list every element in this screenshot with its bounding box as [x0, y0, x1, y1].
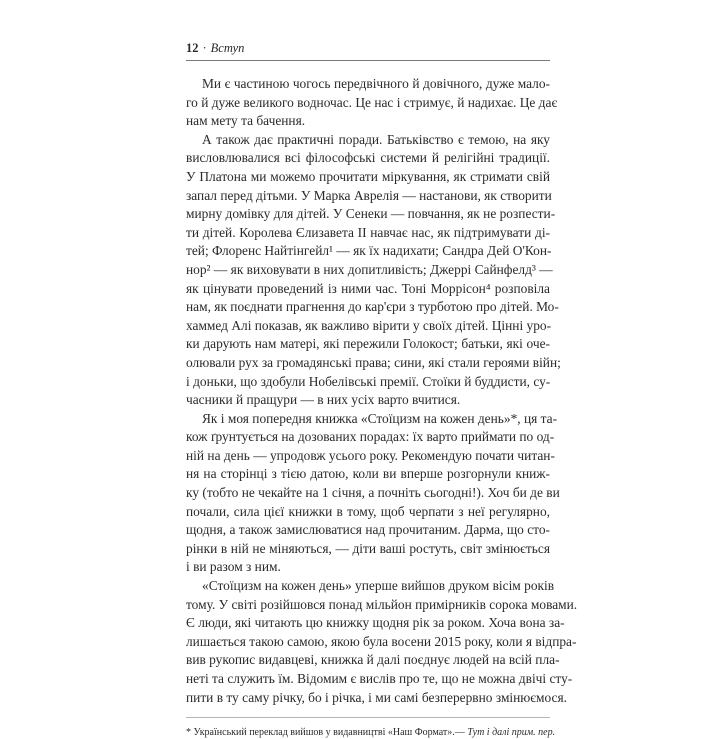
text-line: нам мету та бачення.: [186, 113, 306, 129]
text-line: ти дітей. Королева Єлизавета II навчає нас, як підтримувати ді-: [186, 224, 550, 240]
text-line: висловлювалися всі філософські системи й релігійні традиції.: [186, 150, 550, 166]
text-line: го й дуже великого водночас. Це нас і стримує, й надихає. Це дає: [186, 94, 558, 110]
text-line: Є люди, які читають цю книжку щодня рік за роком. Хоча вона за-: [186, 615, 565, 631]
text-line: олювали рух за громадянські права; сини, які стали героями війн;: [186, 354, 561, 370]
text-line: Як і моя попередня книжка «Стоїцизм на кожен день»*, ця та-: [202, 410, 558, 426]
text-line: хаммед Алі показав, як важливо вірити у своїх дітей. Цінні уро-: [186, 317, 552, 333]
text-line: лишається такою самою, якою була восени 2015 року, коли я відпра-: [186, 633, 577, 649]
section-title: Вступ: [210, 41, 245, 55]
footnote-translator-note: Тут і далі прим. пер.: [467, 727, 556, 739]
text-line: запал перед дітьми. У Марка Аврелія — настанови, як створити: [186, 187, 552, 203]
text-line: неті та служить їм. Відомим є вислів про те, що не можна двічі сту-: [186, 671, 573, 686]
text-line: нор² — як виховувати в них допитливість; Джеррі Сайнфелд³ —: [186, 261, 553, 277]
text-line: пити в ту саму річку, бо і річка, і ми самі безперервно змінюємося.: [186, 689, 568, 705]
text-line: нам, як поєднати прагнення до кар'єри з турботою про дітей. Мо-: [186, 299, 559, 315]
paragraph: [186, 577, 578, 707]
text-line: тому. У світі розійшовся понад мільйон примірників сорока мовами.: [186, 596, 578, 612]
text-line: вив рукопис видавцеві, книжка й далі поєднує людей на всій пла-: [186, 652, 560, 668]
footnote: [186, 717, 556, 739]
page-number: 12: [186, 41, 199, 55]
text-line: Ми є частиною чогось передвічного й довічного, дуже мало-: [202, 76, 550, 91]
text-line: «Стоїцизм на кожен день» уперше вийшов друком вісім років: [202, 578, 555, 594]
paragraph: [186, 75, 558, 131]
text-line: рінки в ній не міняються, — діти ваші ростуть, світ змінюється: [186, 540, 550, 556]
text-line: тей; Флоренс Найтінгейл¹ — як їх надихати; Сандра Дей О'Кон-: [186, 243, 552, 259]
footnote-text: Український переклад вийшов у видавництві «Наш Формат».—: [193, 727, 465, 739]
paragraph: [186, 131, 561, 410]
running-head: [186, 40, 550, 61]
text-line: кож ґрунтується на дозованих порадах: їх варто приймати по од-: [186, 429, 555, 445]
text-line: А також дає практичні поради. Батьківство є темою, на яку: [202, 131, 550, 147]
text-line: ній на день — упродовж усього року. Рекомендую почати читан-: [186, 447, 555, 463]
text-line: почали, сила цієї книжки в тому, щоб черпати з неї регулярно,: [186, 503, 550, 519]
text-line: і ви разом з ним.: [186, 559, 281, 575]
text-line: ки дарують нам матері, які пережили Голокост; батьки, які оче-: [186, 336, 550, 352]
text-line: щодня, а також замислюватися над прочитаним. Дарма, що сто-: [186, 522, 550, 538]
footnote-marker: *: [186, 727, 191, 739]
running-head-separator: ·: [202, 41, 207, 55]
body-text: [186, 75, 578, 707]
text-line: У Платона ми можемо прочитати міркування, як стримати свій: [186, 168, 550, 184]
paragraph: [186, 410, 560, 577]
text-line: ня на сторінці з тією датою, коли ви вперше розгорнули книж-: [186, 466, 550, 482]
text-line: мирну домівку для дітей. У Сенеки — повчання, як не розпести-: [186, 206, 556, 222]
text-line: ку (тобто не чекайте на 1 січня, а почніть сьогодні!). Хоч би де ви: [186, 485, 560, 501]
book-page: [186, 40, 578, 739]
text-line: часники й пращури — в них усіх варто вчитися.: [186, 392, 461, 408]
text-line: і доньки, що здобули Нобелівські премії. Стоїки й буддисти, су-: [186, 373, 551, 389]
text-line: як цінувати проведений із ними час. Тоні Моррісон⁴ розповіла: [186, 280, 550, 296]
